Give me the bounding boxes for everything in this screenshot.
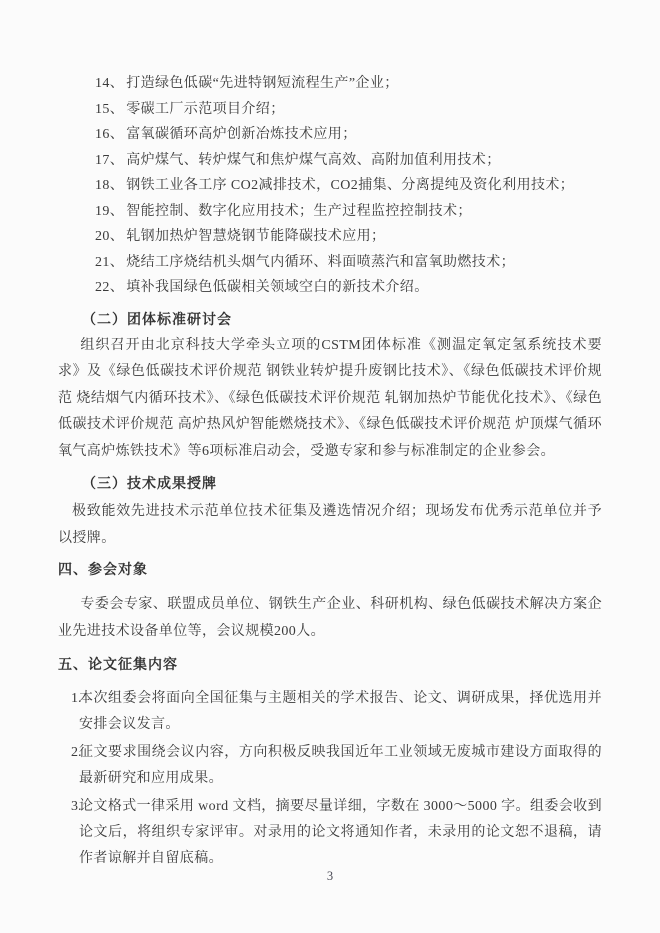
- topic-text: 零碳工厂示范项目介绍；: [126, 101, 285, 117]
- topic-item: [95, 173, 602, 199]
- paper-requirement-item: [58, 686, 602, 738]
- topic-number: 18、: [95, 178, 125, 193]
- topic-item: [95, 275, 602, 301]
- topic-number: 22、: [95, 280, 125, 295]
- topic-item: [95, 97, 602, 123]
- topic-number: 19、: [95, 203, 125, 219]
- topic-text: 钢铁工业各工序 CO2减排技术，CO2捕集、分离提纯及资化利用技术；: [126, 178, 575, 193]
- topic-text: 富氧碳循环高炉创新冶炼技术应用；: [126, 127, 357, 142]
- award-session-paragraph: 极致能效先进技术示范单位技术征集及遴选情况介绍；现场发布优秀示范单位并予以授牌。: [58, 503, 602, 546]
- topic-text: 烧结工序烧结机头烟气内循环、料面喷蒸汽和富氧助燃技术；: [126, 254, 516, 270]
- topic-text: 轧钢加热炉智慧烧钢节能降碳技术应用；: [126, 229, 386, 244]
- item-text: 征文要求围绕会议内容，方向积极反映我国近年工业领域无废城市建设方面取得的最新研究和应用成果。: [79, 744, 602, 786]
- paper-requirement-item: [58, 740, 602, 792]
- heading-attendees: 四、参会对象: [58, 562, 148, 578]
- topic-item: [95, 224, 602, 250]
- topic-item: [95, 122, 602, 148]
- topic-number: 16、: [95, 127, 125, 142]
- item-number: 1.: [71, 690, 82, 706]
- heading-paper-solicitation: 五、论文征集内容: [58, 658, 178, 674]
- item-text: 论文格式一律采用 word 文档，摘要尽量详细，字数在 3000～5000 字。组委会收到论文后，将组织专家评审。对录用的论文将通知作者，未录用的论文恕不退稿，请作者谅解并自留底稿。: [79, 798, 602, 866]
- heading-award-session: （三）技术成果授牌: [82, 477, 217, 493]
- topic-item: [95, 250, 602, 276]
- topic-item: [95, 199, 602, 225]
- topic-text: 高炉煤气、转炉煤气和焦炉煤气高效、高附加值利用技术；: [126, 152, 501, 168]
- item-number: 3.: [71, 798, 82, 814]
- paper-requirement-list: [58, 686, 602, 872]
- topic-text: 打造绿色低碳“先进特钢短流程生产”企业；: [126, 76, 399, 91]
- heading-standards-session: （二）团体标准研讨会: [82, 312, 232, 328]
- topic-text: 填补我国绿色低碳相关领域空白的新技术介绍。: [126, 280, 429, 295]
- page-number: 3: [326, 869, 334, 883]
- standards-session-paragraph: 组织召开由北京科技大学牵头立项的CSTM团体标准《测温定氧定氢系统技术要求》及《绿色低碳技术评价规范 钢铁业转炉提升废钢比技术》、《绿色低碳技术评价规范 烧结烟气内循环技术》、《绿色低碳技术评价规范 轧钢加热炉节能优化技术》、《绿色低碳技术评价规范 高炉热风炉智能燃烧技术》、《绿色低碳技术评价规范 炉顶煤气循环氧气高炉炼铁技术》等6项标准启动会，受邀专家和参与标准制定的企业参会。: [58, 338, 602, 459]
- topic-text: 智能控制、数字化应用技术；生产过程监控控制技术；: [126, 203, 472, 219]
- topic-number: 21、: [95, 254, 125, 270]
- topic-number: 15、: [95, 101, 125, 117]
- topic-item: [95, 148, 602, 174]
- item-number: 2.: [71, 744, 82, 760]
- topic-list: [95, 71, 602, 301]
- topic-item: [95, 71, 602, 97]
- attendees-paragraph: 专委会专家、联盟成员单位、钢铁生产企业、科研机构、绿色低碳技术解决方案企业先进技术设备单位等，会议规模200人。: [58, 597, 602, 640]
- topic-number: 17、: [95, 152, 125, 168]
- item-text: 本次组委会将面向全国征集与主题相关的学术报告、论文、调研成果，择优选用并安排会议发言。: [79, 690, 602, 732]
- topic-number: 14、: [95, 76, 125, 91]
- topic-number: 20、: [95, 229, 125, 244]
- paper-requirement-item: [58, 794, 602, 872]
